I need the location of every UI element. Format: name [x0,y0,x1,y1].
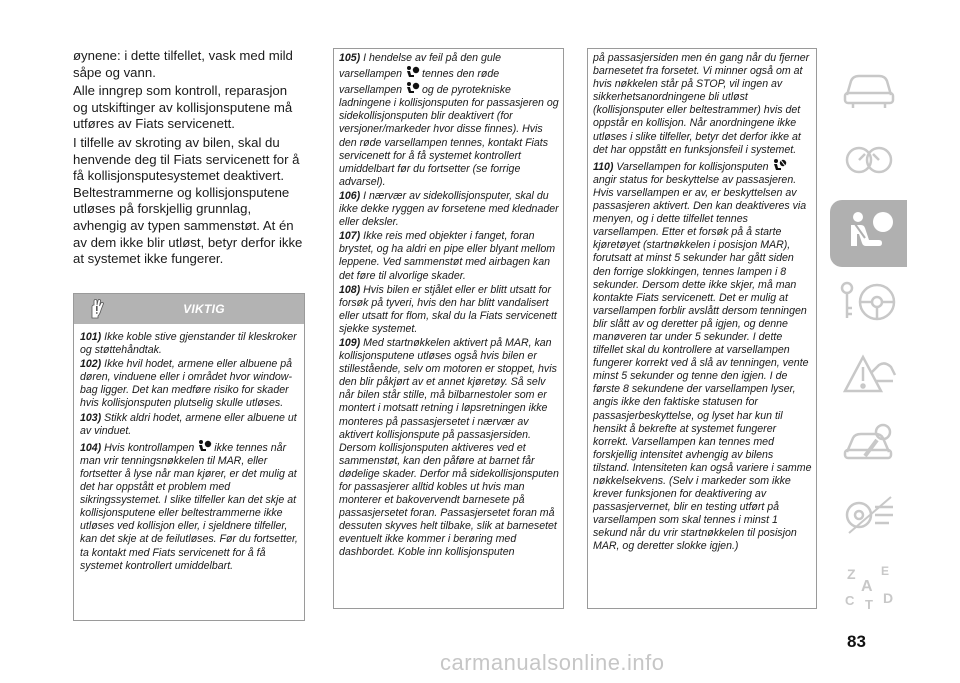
maintenance-icon [841,422,897,471]
technical-data-icon [841,493,897,542]
index-letter: E [880,564,889,578]
car-icon [841,69,897,114]
warning-item: 108) Hvis bilen er stjålet eller er blitt utsatt for forsøk på tyveri, hvis den har blitt vandalisert eller utsatt for flom, skal du la Fiats servicenett sjekke systemet. [339,283,557,335]
warning-item: 103) Stikk aldri hodet, armene eller albuene ut av vinduet. [80,411,297,437]
warning-item: 105) I hendelse av feil på den gule varsellampen tennes den røde varsellampen og de pyrotekniske ladningene i kollisjonsputen for passasjeren og sidekollisjonsputen blir deaktivert (for versjoner/markeder hvor disse finnes). Hvis den røde varsellampen tennes, kontakt Fiats servicenett for å få systemet kontrollert umiddelbart før du fortsetter (se forrige advarsel). [339,52,559,188]
warning-header [74,294,304,324]
index-icon [841,561,897,616]
warning-title: VIKTIG [183,302,225,316]
index-letter: D [882,590,893,606]
tab-index[interactable] [830,555,907,622]
warning-item: 104) Hvis kontrollampen ikke tennes når man vrir tenningsnøkkelen til MAR, eller fortsetter å lyse når man kjører, er det mulig at det har oppstått et problem med sikringssystemet. I slike tilfeller kan det skje at kollisjonsputene eller beltestrammerne ikke utløses ved kollisjon eller, i sjeldnere tilfeller, kan det skje at de feilutløses. Før du fortsetter, ta kontakt med Fiats servicenett for å få systemet kontrollert umiddelbart. [80,439,299,573]
airbag-warning-icon [404,81,420,96]
page-number: 83 [847,632,866,651]
warning-item: 109) Med startnøkkelen aktivert på MAR, kan kollisjonsputene utløses også hvis bilen er stillestående, selv om motoren er stoppet, hvis den blir påkjørt av et annet kjøretøy. Så selv når bilen står stille, må bilbarnestoler som er montert i motsatt retning i løpsretningen ikke monteres på passasjersetet i nærvær av aktivert kollisjonspute på passasjersiden. Dersom kollisjonsputen aktiveres ved et sammenstøt, kan den påføre at barnet får dødelige skader. Derfor må sidekollisjonsputen for passasjerer alltid kobles ut hvis man monterer et bakovervendt barnesete på passasjersetet foran. Passasjersetet foran må dessuten skyves helt tilbake, slik at barnesetet eventuelt ikke kommer i berøring med dashbordet. Koble inn kollisjonsputen [339,336,559,559]
emergency-icon [841,351,897,400]
warning-box [73,293,305,621]
passenger-airbag-off-icon [771,158,787,173]
index-letter: C [844,593,854,608]
warning-box-continued [333,48,564,609]
tab-dashboard[interactable] [830,129,907,196]
main-text-column [73,48,305,270]
warning-item: 102) Ikke hvil hodet, armene eller albuene på døren, vinduene eller i området hvor window-bag ligger. Det kan medføre risiko for skader hvis kollisjonsputen plutselig skulle utløses. [80,358,293,410]
paragraph: øynene: i dette tilfellet, vask med mild såpe og vann. [73,48,293,80]
index-letter: T [864,597,873,611]
index-letter: Z [846,566,856,582]
tab-starting[interactable] [830,271,907,338]
airbag-warning-icon [404,65,420,80]
paragraph: I tilfelle av skroting av bilen, skal du henvende deg til Fiats servicenett for å få kollisjonsputesystemet deaktivert. Beltestrammerne og kollisjonsputene utløses på forskjellig grunnlag, avhengig av typen sammenstøt. At én av dem ikke blir utløst, betyr derfor ikke at systemet ikke fungerer. [73,134,303,267]
safety-icon [841,208,897,259]
tab-emergency[interactable] [830,342,907,409]
warning-item: 110) Varsellampen for kollisjonsputenangir status for beskyttelse av passasjeren. Hvis varsellampen er av, er beskyttelsen av passasjeren aktivert. Den kan deaktiveres via menyen, og i dette tilfellet tennes varsellampen. Etter et forsøk på å starte kjøretøyet (startnøkkelen i posisjon MAR), forutsatt at minst 5 sekunder har gått siden den forrige slokkingen, tennes lampen i 8 sekunder. Dersom dette ikke skjer, må man kontakte Fiats servicenett. Det er mulig at varsellampen forblir avslått dersom tenningen blir slått av og deretter på igjen, og denne manøveren tar under 5 sekunder. I dette tilfellet skal du kontrollere at varsellampen fungerer korrekt ved å slå av tenningen, vente minst 5 sekunder og tenne den igjen. I de første 8 sekundene der varsellampen lyser, angis ikke den faktiske statusen for passasjerbeskyttelse, og lyset har kun til hensikt å bekrefte at systemet fungerer korrekt. Varsellampen kan tennes med forskjellig intensitet avhengig av bilens tilstand. Intensiteten kan også variere i samme nøkkelsekvens. (Selv i markeder som ikke krever funksjonen for deaktivering av passasjervernet, blir en testing utført på varsellampen som skal tennes i minst 1 sekund når du vrir startnøkkelen til posisjon MAR, og deretter slokke igjen.) [593,158,812,554]
starting-icon [839,280,899,329]
warning-item: 106) I nærvær av sidekollisjonsputer, skal du ikke dekke ryggen av forsetene med klednader eller deksler. [339,189,559,229]
tab-maintenance[interactable] [830,413,907,480]
tab-car[interactable] [830,58,907,125]
index-letter: A [860,578,873,595]
airbag-warning-icon [196,439,212,454]
warning-item: på passasjersiden men én gang når du fjerner barnesetet fra forsetet. Vi minner også om at hvis nøkkelen står på STOP, vil ingen av sikkerhetsanordningene bli utløst (kollisjonsputer eller beltestrammer) hvis det oppstår en kollisjon. Når anordningene ikke utløses i slike tilfeller, betyr det derfor ikke at det har oppstått en funksjonsfeil i systemet. [593,52,810,156]
watermark: carmanualsonline.info [440,650,665,675]
chapter-sidebar [830,58,907,626]
paragraph: Alle inngrep som kontroll, reparasjon og utskiftinger av kollisjonsputene må utføres av Fiats servicenett. [73,83,293,132]
warning-box-continued [587,48,817,609]
warning-item: 101) Ikke koble stive gjenstander til kleskroker og støttehåndtak. [80,331,297,357]
warning-item: 107) Ikke reis med objekter i fanget, foran brystet, og ha aldri en pipe eller blyant mellom leppene. Ved sammenstøt med airbagen kan det føre til alvorlige skader. [339,230,556,282]
tab-safety[interactable] [830,200,907,267]
dashboard-icon [841,140,897,185]
tab-technical-data[interactable] [830,484,907,551]
